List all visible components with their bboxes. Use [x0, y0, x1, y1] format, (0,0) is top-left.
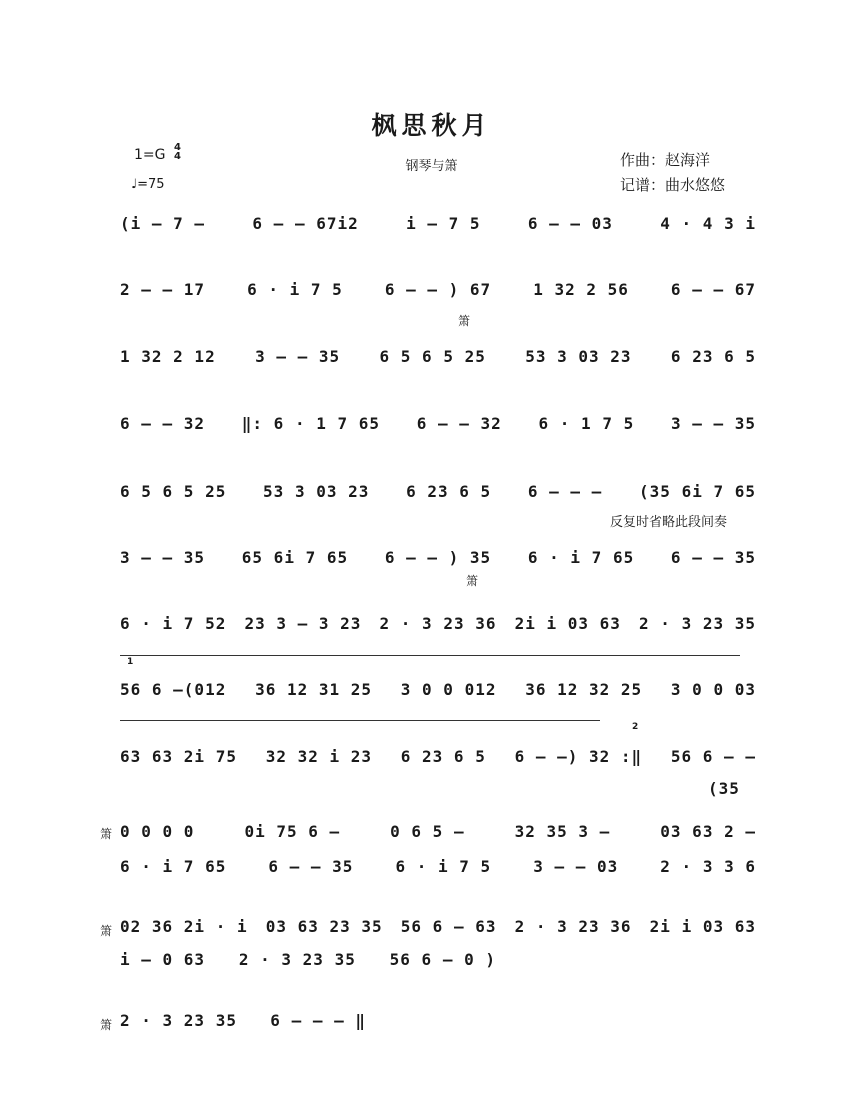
voice-label: 箫 — [100, 924, 113, 938]
measure: 6 – – ) 35 — [384, 548, 492, 567]
measure: 56 6 – – — [670, 747, 756, 766]
measure: 6 · i 7 65 — [120, 857, 227, 876]
volta-bracket-1 — [120, 655, 740, 656]
score-line-5 — [118, 482, 758, 501]
measure: 1 32 2 56 — [533, 280, 629, 299]
measure: ‖: 6 · 1 7 65 — [241, 414, 381, 433]
measure: 2i i 03 63 — [649, 917, 756, 936]
transcriber-credit: 记谱：曲水悠悠 — [620, 176, 726, 194]
measure: 63 63 2i 75 — [120, 747, 237, 766]
measure: (35 — [708, 779, 740, 798]
measure: 3 – – 35 — [120, 548, 206, 567]
measure: 56 6 –(012 — [120, 680, 227, 699]
measure: 3 – – 35 — [255, 347, 341, 366]
score-line-2 — [118, 280, 758, 299]
measure: 56 6 – 63 — [400, 917, 497, 936]
score-line-7 — [118, 614, 758, 633]
voice-label: 箫 — [466, 574, 479, 588]
measure: 3 – – 03 — [533, 857, 619, 876]
measure: i – 0 63 — [120, 950, 206, 969]
measure: 53 3 03 23 — [263, 482, 370, 501]
measure: 02 36 2i · i — [120, 917, 248, 936]
measure: 03 63 2 – — [660, 822, 756, 841]
score-line-4 — [118, 414, 758, 433]
measure: 2 · 3 3 6 — [660, 857, 756, 876]
measure: 6 · i 7 52 — [120, 614, 227, 633]
time-sig-bottom: 4 — [174, 151, 181, 162]
measure: 6 23 6 5 — [400, 747, 486, 766]
measure: (35 6i 7 65 — [639, 482, 756, 501]
measure: 3 0 0 012 — [400, 680, 497, 699]
measure: 03 63 23 35 — [265, 917, 383, 936]
measure: 6 – – 32 — [416, 414, 502, 433]
score-line-6 — [118, 548, 758, 567]
measure: 6 – – 67 — [670, 280, 756, 299]
repeat-note: 反复时省略此段间奏 — [610, 515, 728, 530]
measure: 6 – – ) 67 — [384, 280, 492, 299]
measure: 3 – – 35 — [670, 414, 756, 433]
measure: 2 · 3 23 35 — [639, 614, 756, 633]
measure: 2 · 3 23 36 — [379, 614, 497, 633]
measure: 6 – – 35 — [670, 548, 756, 567]
volta-bracket-1-continued — [120, 720, 600, 721]
composer-credit: 作曲：赵海洋 — [620, 151, 711, 169]
measure: 36 12 32 25 — [525, 680, 643, 699]
measure: 32 32 i 23 — [265, 747, 373, 766]
measure: 6 – – 03 — [527, 214, 613, 233]
measure: (i – 7 – — [120, 214, 206, 233]
measure: 3 0 0 03 — [670, 680, 756, 699]
measure: 6 – –) 32 :‖ — [514, 747, 643, 766]
score-line-1 — [118, 214, 758, 233]
measure: 6 – – 32 — [120, 414, 206, 433]
measure: 32 35 3 – — [514, 822, 611, 841]
score-line-9 — [118, 747, 758, 766]
measure: 6 · 1 7 5 — [538, 414, 635, 433]
measure: 6 – – – ‖ — [270, 1011, 366, 1030]
measure: 6 – – – — [527, 482, 603, 501]
measure: 2 · 3 23 35 — [238, 950, 356, 969]
xiao-line-1 — [118, 822, 758, 841]
measure: 6 5 6 5 25 — [379, 347, 486, 366]
ending-number: 2 — [632, 722, 639, 732]
piano-line-1 — [118, 857, 758, 876]
measure: 2 · 3 23 36 — [514, 917, 632, 936]
measure: 1 32 2 12 — [120, 347, 216, 366]
score-line-3 — [118, 347, 758, 366]
ending-number: 1 — [127, 657, 134, 667]
measure: 2 – – 17 — [120, 280, 206, 299]
measure: 56 6 – 0 ) — [389, 950, 496, 969]
final-line — [118, 1011, 368, 1030]
measure: 2i i 03 63 — [514, 614, 621, 633]
measure: 6 23 6 5 — [670, 347, 756, 366]
measure: 4 · 4 3 i — [660, 214, 756, 233]
measure: 0 6 5 – — [390, 822, 465, 841]
voice-label: 箫 — [458, 314, 471, 328]
instrumentation: 钢琴与箫 — [405, 159, 458, 174]
piano-line-2 — [118, 950, 498, 969]
time-sig-top: 4 — [174, 142, 181, 153]
measure: 2 · 3 23 35 — [120, 1011, 237, 1030]
voice-label: 箫 — [100, 827, 113, 841]
key-signature: 1=G — [134, 147, 166, 163]
measure: 0i 75 6 – — [244, 822, 341, 841]
measure: 6 5 6 5 25 — [120, 482, 227, 501]
measure: 6 – – 35 — [268, 857, 354, 876]
score-line-8 — [118, 680, 758, 699]
measure: 6 23 6 5 — [406, 482, 492, 501]
xiao-line-2 — [118, 917, 758, 936]
tempo-marking: ♩=75 — [131, 177, 165, 192]
measure: 53 3 03 23 — [525, 347, 632, 366]
measure: 36 12 31 25 — [255, 680, 373, 699]
measure: i – 7 5 — [406, 214, 481, 233]
measure: 23 3 – 3 23 — [244, 614, 362, 633]
score-line-9b — [706, 779, 756, 798]
measure: 6 – – 67i2 — [252, 214, 359, 233]
measure: 0 0 0 0 — [120, 822, 195, 841]
measure: 6 · i 7 5 — [395, 857, 492, 876]
measure: 6 · i 7 5 — [247, 280, 343, 299]
voice-label: 箫 — [100, 1018, 113, 1032]
measure: 65 6i 7 65 — [241, 548, 349, 567]
song-title: 枫思秋月 — [371, 111, 492, 140]
measure: 6 · i 7 65 — [527, 548, 635, 567]
